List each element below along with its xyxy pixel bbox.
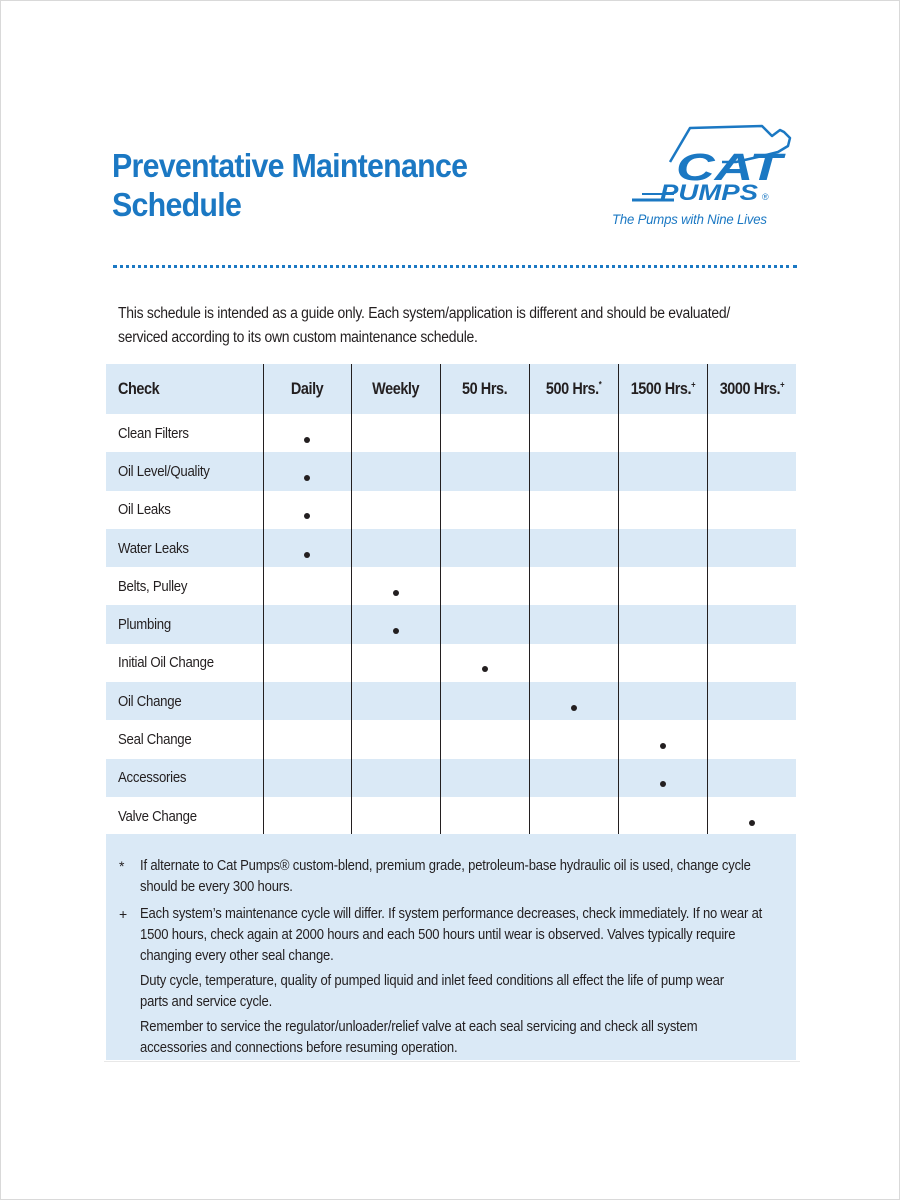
interval-cell (351, 797, 440, 835)
interval-cell (263, 797, 351, 835)
dotted-divider (113, 265, 797, 268)
check-item-label: Seal Change (118, 731, 192, 749)
interval-cell (707, 414, 796, 452)
interval-cell (707, 644, 796, 682)
schedule-bullet-icon (749, 820, 755, 826)
interval-cell (263, 452, 351, 490)
footnote-line: 1500 hours, check again at 2000 hours and each 500 hours until wear is observed. Valves typically require (140, 927, 736, 943)
interval-cell (618, 414, 707, 452)
interval-cell (351, 414, 440, 452)
table-header-row (106, 364, 796, 414)
check-item-label: Clean Filters (118, 424, 189, 442)
interval-cell (618, 605, 707, 643)
check-item-cell (106, 414, 263, 452)
interval-cell (618, 759, 707, 797)
footnote-line: accessories and connections before resuming operation. (140, 1040, 458, 1056)
asterisk-symbol: * (119, 858, 125, 874)
interval-cell (707, 682, 796, 720)
interval-cell (263, 720, 351, 758)
table-row (106, 567, 796, 605)
schedule-bullet-icon (482, 666, 488, 672)
schedule-bullet-icon (660, 743, 666, 749)
registered-mark: ® (762, 192, 769, 202)
col-header-check: Check (118, 379, 160, 398)
check-item-cell (106, 567, 263, 605)
schedule-bullet-icon (304, 437, 310, 443)
page-title-line-2: Schedule (112, 186, 242, 223)
check-item-label: Plumbing (118, 616, 171, 634)
interval-cell (351, 720, 440, 758)
interval-cell (263, 682, 351, 720)
check-item-cell (106, 605, 263, 643)
page-title (112, 146, 467, 224)
interval-cell (618, 682, 707, 720)
table-row (106, 720, 796, 758)
interval-cell (707, 720, 796, 758)
interval-cell (618, 644, 707, 682)
interval-cell (351, 529, 440, 567)
footnotes-box (106, 834, 796, 1060)
interval-cell (440, 414, 529, 452)
interval-cell (440, 797, 529, 835)
footnote-mark: + (779, 379, 784, 390)
footnote-line: changing every other seal change. (140, 948, 334, 964)
table-row (106, 797, 796, 835)
interval-cell (263, 644, 351, 682)
interval-cell (618, 567, 707, 605)
table-row (106, 491, 796, 529)
table-row (106, 644, 796, 682)
schedule-bullet-icon (393, 628, 399, 634)
intro-line-1: This schedule is intended as a guide only. Each system/application is different and should be evaluated/ (118, 305, 730, 322)
footnote-line: Each system’s maintenance cycle will differ. If system performance decreases, check immediately. If no wear at (140, 906, 763, 922)
interval-cell (529, 529, 618, 567)
footnote-mark: + (690, 379, 695, 390)
table-row (106, 605, 796, 643)
interval-cell (707, 567, 796, 605)
interval-cell (263, 491, 351, 529)
interval-cell (618, 720, 707, 758)
maintenance-schedule-table (106, 364, 796, 835)
check-item-label: Accessories (118, 769, 187, 787)
bottom-divider (104, 1061, 800, 1062)
interval-cell (529, 605, 618, 643)
check-item-label: Valve Change (118, 807, 197, 825)
interval-cell (351, 491, 440, 529)
interval-cell (707, 529, 796, 567)
table-row (106, 682, 796, 720)
interval-cell (351, 759, 440, 797)
interval-cell (707, 491, 796, 529)
check-item-cell (106, 529, 263, 567)
logo-pumps-text: PUMPS (660, 180, 759, 205)
interval-cell (618, 452, 707, 490)
intro-paragraph (118, 302, 730, 350)
footnote-line: Remember to service the regulator/unloader/relief valve at each seal servicing and check all system (140, 1019, 698, 1035)
interval-cell (440, 529, 529, 567)
check-item-cell (106, 491, 263, 529)
interval-cell (440, 491, 529, 529)
interval-cell (529, 644, 618, 682)
interval-cell (529, 759, 618, 797)
check-item-cell (106, 682, 263, 720)
interval-cell (440, 682, 529, 720)
interval-cell (440, 452, 529, 490)
footnote-line: If alternate to Cat Pumps® custom-blend, premium grade, petroleum-base hydraulic oil is used, change cycle (140, 858, 751, 874)
interval-cell (618, 529, 707, 567)
plus-symbol: + (119, 906, 127, 922)
interval-cell (263, 414, 351, 452)
schedule-bullet-icon (660, 781, 666, 787)
interval-cell (529, 682, 618, 720)
schedule-bullet-icon (571, 705, 577, 711)
interval-cell (707, 452, 796, 490)
col-header-50hrs: 50 Hrs. (440, 364, 529, 414)
interval-cell (440, 759, 529, 797)
interval-cell (351, 605, 440, 643)
footnote-line: Duty cycle, temperature, quality of pumped liquid and inlet feed conditions all effect the life of pump wear (140, 973, 724, 989)
schedule-bullet-icon (304, 552, 310, 558)
table-row (106, 452, 796, 490)
footnote-mark: * (598, 379, 602, 390)
schedule-bullet-icon (393, 590, 399, 596)
table-row (106, 414, 796, 452)
interval-cell (263, 759, 351, 797)
col-header-weekly: Weekly (351, 364, 440, 414)
interval-cell (707, 797, 796, 835)
col-header-1500hrs: 1500 Hrs.+ (618, 364, 707, 414)
interval-cell (263, 529, 351, 567)
check-item-label: Oil Leaks (118, 501, 171, 519)
col-header-3000hrs: 3000 Hrs.+ (707, 364, 796, 414)
schedule-bullet-icon (304, 475, 310, 481)
table-row (106, 759, 796, 797)
logo-cat-text: CAT (676, 147, 786, 189)
page-title-line-1: Preventative Maintenance (112, 147, 468, 184)
interval-cell (440, 567, 529, 605)
check-item-cell (106, 644, 263, 682)
interval-cell (529, 491, 618, 529)
intro-line-2: serviced according to its own custom maintenance schedule. (118, 329, 478, 346)
interval-cell (263, 605, 351, 643)
check-item-cell (106, 759, 263, 797)
footnote-line: should be every 300 hours. (140, 879, 293, 895)
interval-cell (351, 644, 440, 682)
check-item-cell (106, 720, 263, 758)
col-header-daily: Daily (263, 364, 351, 414)
check-item-label: Initial Oil Change (118, 654, 214, 672)
footnote-line: parts and service cycle. (140, 994, 273, 1010)
logo-tagline: The Pumps with Nine Lives (612, 211, 767, 227)
schedule-bullet-icon (304, 513, 310, 519)
interval-cell (263, 567, 351, 605)
check-item-label: Water Leaks (118, 539, 189, 557)
interval-cell (440, 644, 529, 682)
check-item-label: Oil Level/Quality (118, 462, 210, 480)
interval-cell (707, 759, 796, 797)
interval-cell (529, 452, 618, 490)
interval-cell (351, 452, 440, 490)
interval-cell (440, 720, 529, 758)
check-item-label: Belts, Pulley (118, 577, 188, 595)
interval-cell (529, 414, 618, 452)
col-header-500hrs: 500 Hrs.* (529, 364, 618, 414)
interval-cell (529, 797, 618, 835)
interval-cell (618, 797, 707, 835)
interval-cell (440, 605, 529, 643)
interval-cell (618, 491, 707, 529)
interval-cell (351, 567, 440, 605)
interval-cell (707, 605, 796, 643)
check-item-label: Oil Change (118, 692, 182, 710)
table-row (106, 529, 796, 567)
interval-cell (529, 720, 618, 758)
check-item-cell (106, 452, 263, 490)
check-item-cell (106, 797, 263, 835)
interval-cell (351, 682, 440, 720)
interval-cell (529, 567, 618, 605)
